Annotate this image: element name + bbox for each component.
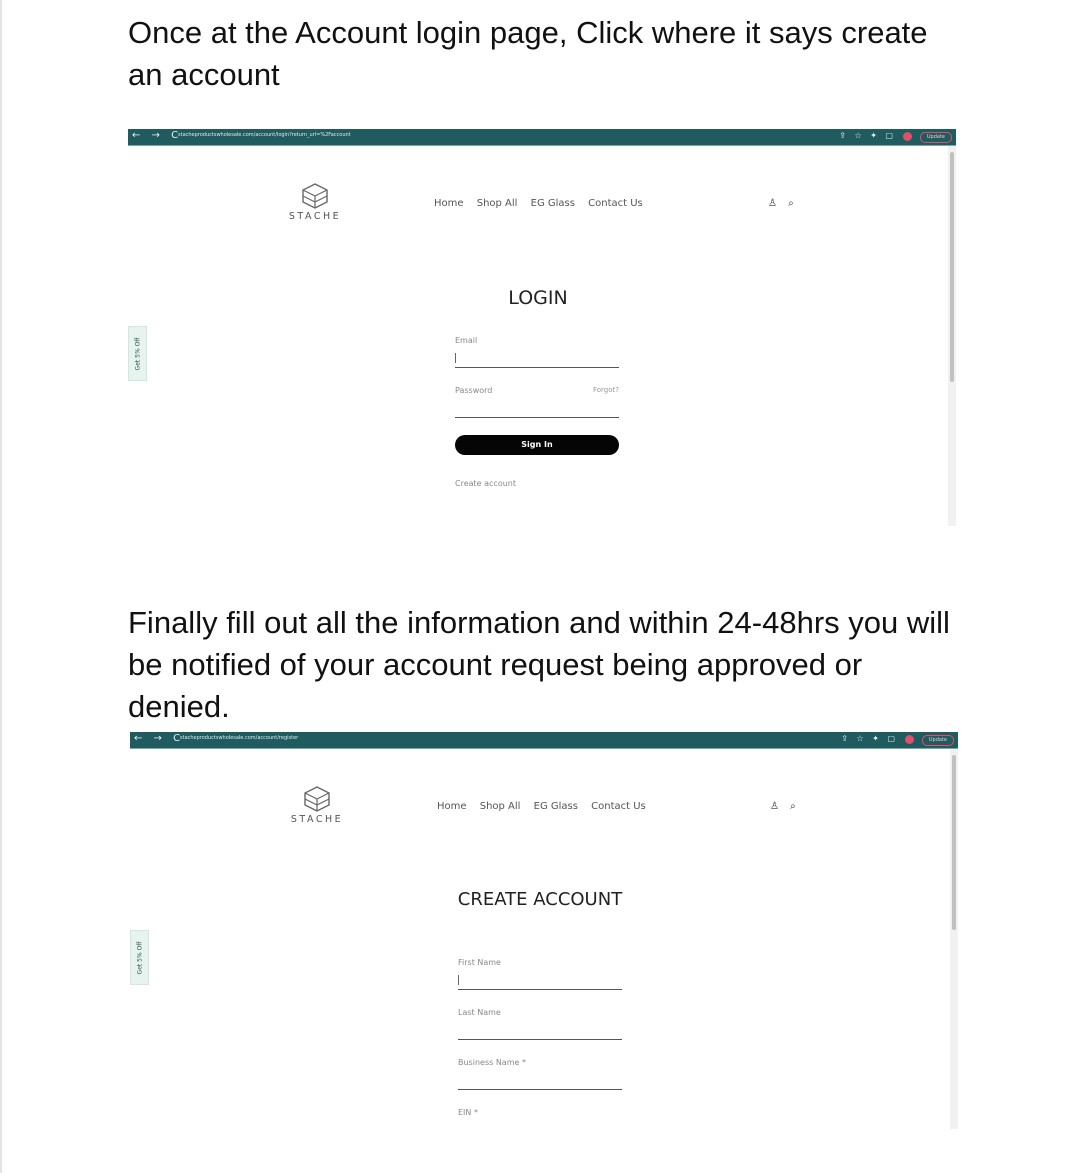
browser-nav-arrows[interactable]: ← → C	[132, 130, 183, 141]
profile-avatar[interactable]	[905, 735, 914, 744]
browser-nav-arrows[interactable]: ← → C	[134, 733, 185, 744]
nav-home[interactable]: Home	[437, 801, 467, 812]
nav-contact-us[interactable]: Contact Us	[591, 801, 646, 812]
nav-eg-glass[interactable]: EG Glass	[530, 198, 575, 209]
search-icon[interactable]: ⌕	[788, 198, 794, 209]
password-field[interactable]	[455, 386, 619, 418]
address-bar[interactable]: stacheproductswholesale.com/account/register	[180, 735, 299, 741]
nav-shop-all[interactable]: Shop All	[476, 198, 518, 209]
last-name-field[interactable]	[458, 1008, 622, 1040]
email-label: Email	[455, 336, 478, 345]
browser-toolbar	[130, 732, 958, 749]
profile-avatar[interactable]	[903, 132, 912, 141]
business-name-label: Business Name *	[458, 1058, 526, 1067]
email-field[interactable]	[455, 336, 619, 368]
side-tab-label: Get 5% Off	[136, 941, 143, 974]
step-2-instruction: Finally fill out all the information and within 24-48hrs you will be notified of your account request being approved or denied.	[128, 605, 950, 724]
stache-logo[interactable]	[282, 786, 352, 825]
browser-toolbar	[128, 129, 956, 146]
password-underline	[455, 417, 619, 418]
first-name-underline	[458, 989, 622, 990]
logo-text: STACHE	[290, 814, 344, 825]
email-underline	[455, 367, 619, 368]
business-name-field[interactable]	[458, 1058, 622, 1090]
update-button[interactable]: Update	[922, 735, 954, 746]
text-caret	[455, 353, 456, 363]
nav-shop-all[interactable]: Shop All	[479, 801, 521, 812]
first-name-label: First Name	[458, 958, 501, 967]
nav-contact-us[interactable]: Contact Us	[588, 198, 643, 209]
scrollbar[interactable]	[950, 749, 958, 1129]
last-name-underline	[458, 1039, 622, 1040]
first-name-field[interactable]	[458, 958, 622, 990]
nav-home[interactable]: Home	[434, 198, 464, 209]
scroll-thumb[interactable]	[950, 152, 954, 382]
ein-label: EIN *	[458, 1108, 478, 1117]
logo-mark-icon	[301, 183, 329, 209]
scrollbar[interactable]	[948, 146, 956, 526]
sign-in-button[interactable]: Sign In	[455, 435, 619, 455]
header-icons	[770, 801, 804, 812]
step-1-instruction: Once at the Account login page, Click where it says create an account	[128, 15, 928, 92]
browser-extension-icons[interactable]: ⇪ ☆ ✦ ▢	[839, 131, 896, 140]
last-name-label: Last Name	[458, 1008, 501, 1017]
discount-side-tab[interactable]	[128, 326, 147, 381]
user-icon[interactable]: ♙	[770, 801, 779, 812]
login-title: LOGIN	[508, 287, 568, 309]
ein-field[interactable]	[458, 1108, 622, 1117]
search-icon[interactable]: ⌕	[790, 801, 796, 812]
scroll-thumb[interactable]	[952, 755, 956, 930]
update-button[interactable]: Update	[920, 132, 952, 143]
logo-mark-icon	[303, 786, 331, 812]
page-edge	[0, 0, 2, 1173]
nav-eg-glass[interactable]: EG Glass	[533, 801, 578, 812]
main-nav	[437, 801, 656, 812]
main-nav	[434, 198, 653, 209]
business-name-underline	[458, 1089, 622, 1090]
forgot-password-link[interactable]: Forgot?	[592, 386, 619, 394]
side-tab-label: Get 5% Off	[134, 337, 141, 370]
stache-logo[interactable]	[280, 183, 350, 222]
header-icons	[768, 198, 802, 209]
register-page-screenshot	[130, 732, 958, 1129]
logo-text: STACHE	[288, 211, 342, 222]
browser-extension-icons[interactable]: ⇪ ☆ ✦ ▢	[841, 734, 898, 743]
create-account-link[interactable]: Create account	[455, 479, 516, 488]
password-label: Password	[455, 386, 493, 395]
user-icon[interactable]: ♙	[768, 198, 777, 209]
discount-side-tab[interactable]	[130, 930, 149, 985]
login-page-screenshot	[128, 129, 956, 526]
create-account-title: CREATE ACCOUNT	[457, 889, 623, 910]
text-caret	[458, 975, 459, 985]
address-bar[interactable]: stacheproductswholesale.com/account/login?return_url=%2Faccount	[178, 132, 351, 138]
